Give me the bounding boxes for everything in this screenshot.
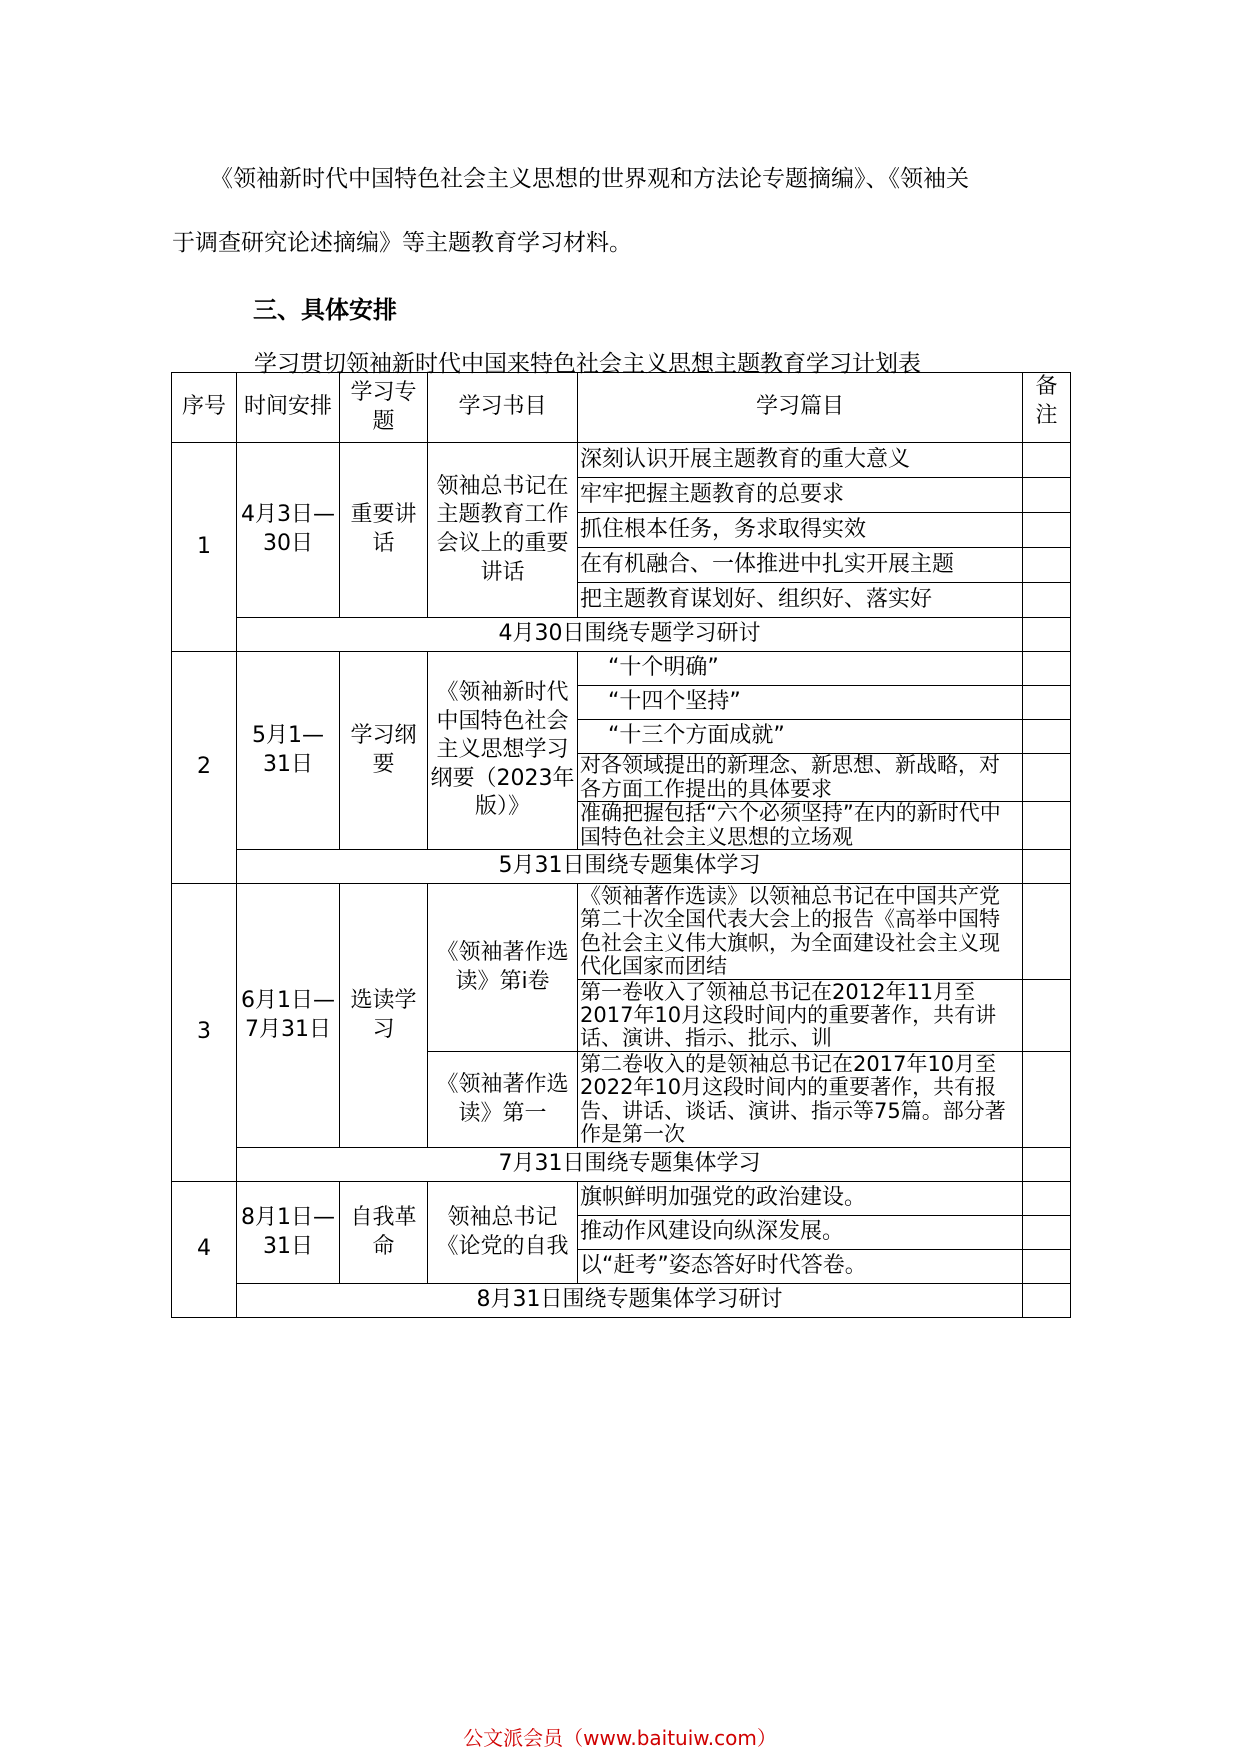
header-book: 学习书目 bbox=[428, 373, 578, 443]
remark-cell bbox=[1023, 1250, 1071, 1284]
header-topic: 学习专题 bbox=[340, 373, 428, 443]
chapter-cell: “十四个坚持” bbox=[578, 686, 1023, 720]
table-row bbox=[172, 652, 1071, 686]
study-plan-table bbox=[171, 372, 1071, 1318]
topic-cell: 自我革命 bbox=[340, 1182, 428, 1284]
seq-cell: 3 bbox=[172, 884, 237, 1182]
book-cell: 《领袖著作选读》第i卷 bbox=[428, 884, 578, 1052]
summary-row bbox=[172, 1148, 1071, 1182]
table-caption: 学习贯切领袖新时代中国来特色社会主义思想主题教育学习计划表 bbox=[254, 351, 921, 377]
time-cell: 6月1日—7月31日 bbox=[237, 884, 340, 1148]
chapter-cell: “十三个方面成就” bbox=[578, 720, 1023, 754]
remark-cell bbox=[1023, 618, 1071, 652]
time-cell: 8月1日—31日 bbox=[237, 1182, 340, 1284]
remark-cell bbox=[1023, 1216, 1071, 1250]
summary-row bbox=[172, 618, 1071, 652]
chapter-cell: “十个明确” bbox=[578, 652, 1023, 686]
header-seq: 序号 bbox=[172, 373, 237, 443]
chapter-cell: 以“赶考”姿态答好时代答卷。 bbox=[578, 1250, 1023, 1284]
remark-cell bbox=[1023, 443, 1071, 478]
chapter-cell: 第二卷收入的是领袖总书记在2017年10月至2022年10月这段时间内的重要著作，共有报告、讲话、谈话、演讲、指示等75篇。部分著作是第一次 bbox=[578, 1052, 1023, 1148]
remark-cell bbox=[1023, 802, 1071, 850]
remark-cell bbox=[1023, 720, 1071, 754]
footer-watermark: 公文派会员（www.baituiw.com） bbox=[463, 1726, 777, 1750]
remark-cell bbox=[1023, 583, 1071, 618]
topic-cell: 选读学习 bbox=[340, 884, 428, 1148]
summary-cell: 4月30日围绕专题学习研讨 bbox=[237, 618, 1023, 652]
header-time: 时间安排 bbox=[237, 373, 340, 443]
remark-cell bbox=[1023, 478, 1071, 513]
topic-cell: 重要讲话 bbox=[340, 443, 428, 618]
chapter-cell: 深刻认识开展主题教育的重大意义 bbox=[578, 443, 1023, 478]
remark-cell bbox=[1023, 1182, 1071, 1216]
table-header-row bbox=[172, 373, 1071, 443]
chapter-cell: 在有机融合、一体推进中扎实开展主题 bbox=[578, 548, 1023, 583]
header-remarks: 备注 bbox=[1023, 373, 1071, 443]
chapter-cell: 第一卷收入了领袖总书记在2012年11月至2017年10月这段时间内的重要著作，共有讲话、演讲、指示、批示、训 bbox=[578, 980, 1023, 1052]
summary-cell: 7月31日围绕专题集体学习 bbox=[237, 1148, 1023, 1182]
summary-row bbox=[172, 850, 1071, 884]
table-row bbox=[172, 884, 1071, 980]
remark-cell bbox=[1023, 980, 1071, 1052]
book-cell: 领袖总书记《论党的自我 bbox=[428, 1182, 578, 1284]
table-row bbox=[172, 443, 1071, 478]
remark-cell bbox=[1023, 754, 1071, 802]
chapter-cell: 对各领域提出的新理念、新思想、新战略，对各方面工作提出的具体要求 bbox=[578, 754, 1023, 802]
chapter-cell: 牢牢把握主题教育的总要求 bbox=[578, 478, 1023, 513]
chapter-cell: 把主题教育谋划好、组织好、落实好 bbox=[578, 583, 1023, 618]
intro-line-2: 于调查研究论述摘编》等主题教育学习材料。 bbox=[172, 230, 632, 256]
remark-cell bbox=[1023, 1284, 1071, 1318]
remark-cell bbox=[1023, 652, 1071, 686]
chapter-cell: 推动作风建设向纵深发展。 bbox=[578, 1216, 1023, 1250]
section-heading: 三、具体安排 bbox=[253, 296, 397, 324]
chapter-cell: 《领袖著作选读》以领袖总书记在中国共产党第二十次全国代表大会上的报告《高举中国特色社会主义伟大旗帜，为全面建设社会主义现代化国家而团结 bbox=[578, 884, 1023, 980]
time-cell: 5月1—31日 bbox=[237, 652, 340, 850]
table-row bbox=[172, 1182, 1071, 1216]
remark-cell bbox=[1023, 1052, 1071, 1148]
summary-cell: 8月31日围绕专题集体学习研讨 bbox=[237, 1284, 1023, 1318]
chapter-cell: 抓住根本任务，务求取得实效 bbox=[578, 513, 1023, 548]
remark-cell bbox=[1023, 1148, 1071, 1182]
remark-cell bbox=[1023, 686, 1071, 720]
time-cell: 4月3日—30日 bbox=[237, 443, 340, 618]
remark-cell bbox=[1023, 513, 1071, 548]
book-cell: 《领袖著作选读》第一 bbox=[428, 1052, 578, 1148]
summary-row bbox=[172, 1284, 1071, 1318]
chapter-cell: 旗帜鲜明加强党的政治建设。 bbox=[578, 1182, 1023, 1216]
summary-cell: 5月31日围绕专题集体学习 bbox=[237, 850, 1023, 884]
chapter-cell: 准确把握包括“六个必须坚持”在内的新时代中国特色社会主义思想的立场观 bbox=[578, 802, 1023, 850]
remark-cell bbox=[1023, 884, 1071, 980]
seq-cell: 4 bbox=[172, 1182, 237, 1318]
seq-cell: 1 bbox=[172, 443, 237, 652]
remark-cell bbox=[1023, 548, 1071, 583]
intro-line-1: 《领袖新时代中国特色社会主义思想的世界观和方法论专题摘编》、《领袖关 bbox=[210, 166, 969, 192]
book-cell: 《领袖新时代中国特色社会主义思想学习纲要（2023年版）》 bbox=[428, 652, 578, 850]
seq-cell: 2 bbox=[172, 652, 237, 884]
topic-cell: 学习纲要 bbox=[340, 652, 428, 850]
header-chapters: 学习篇目 bbox=[578, 373, 1023, 443]
book-cell: 领袖总书记在主题教育工作会议上的重要讲话 bbox=[428, 443, 578, 618]
remark-cell bbox=[1023, 850, 1071, 884]
